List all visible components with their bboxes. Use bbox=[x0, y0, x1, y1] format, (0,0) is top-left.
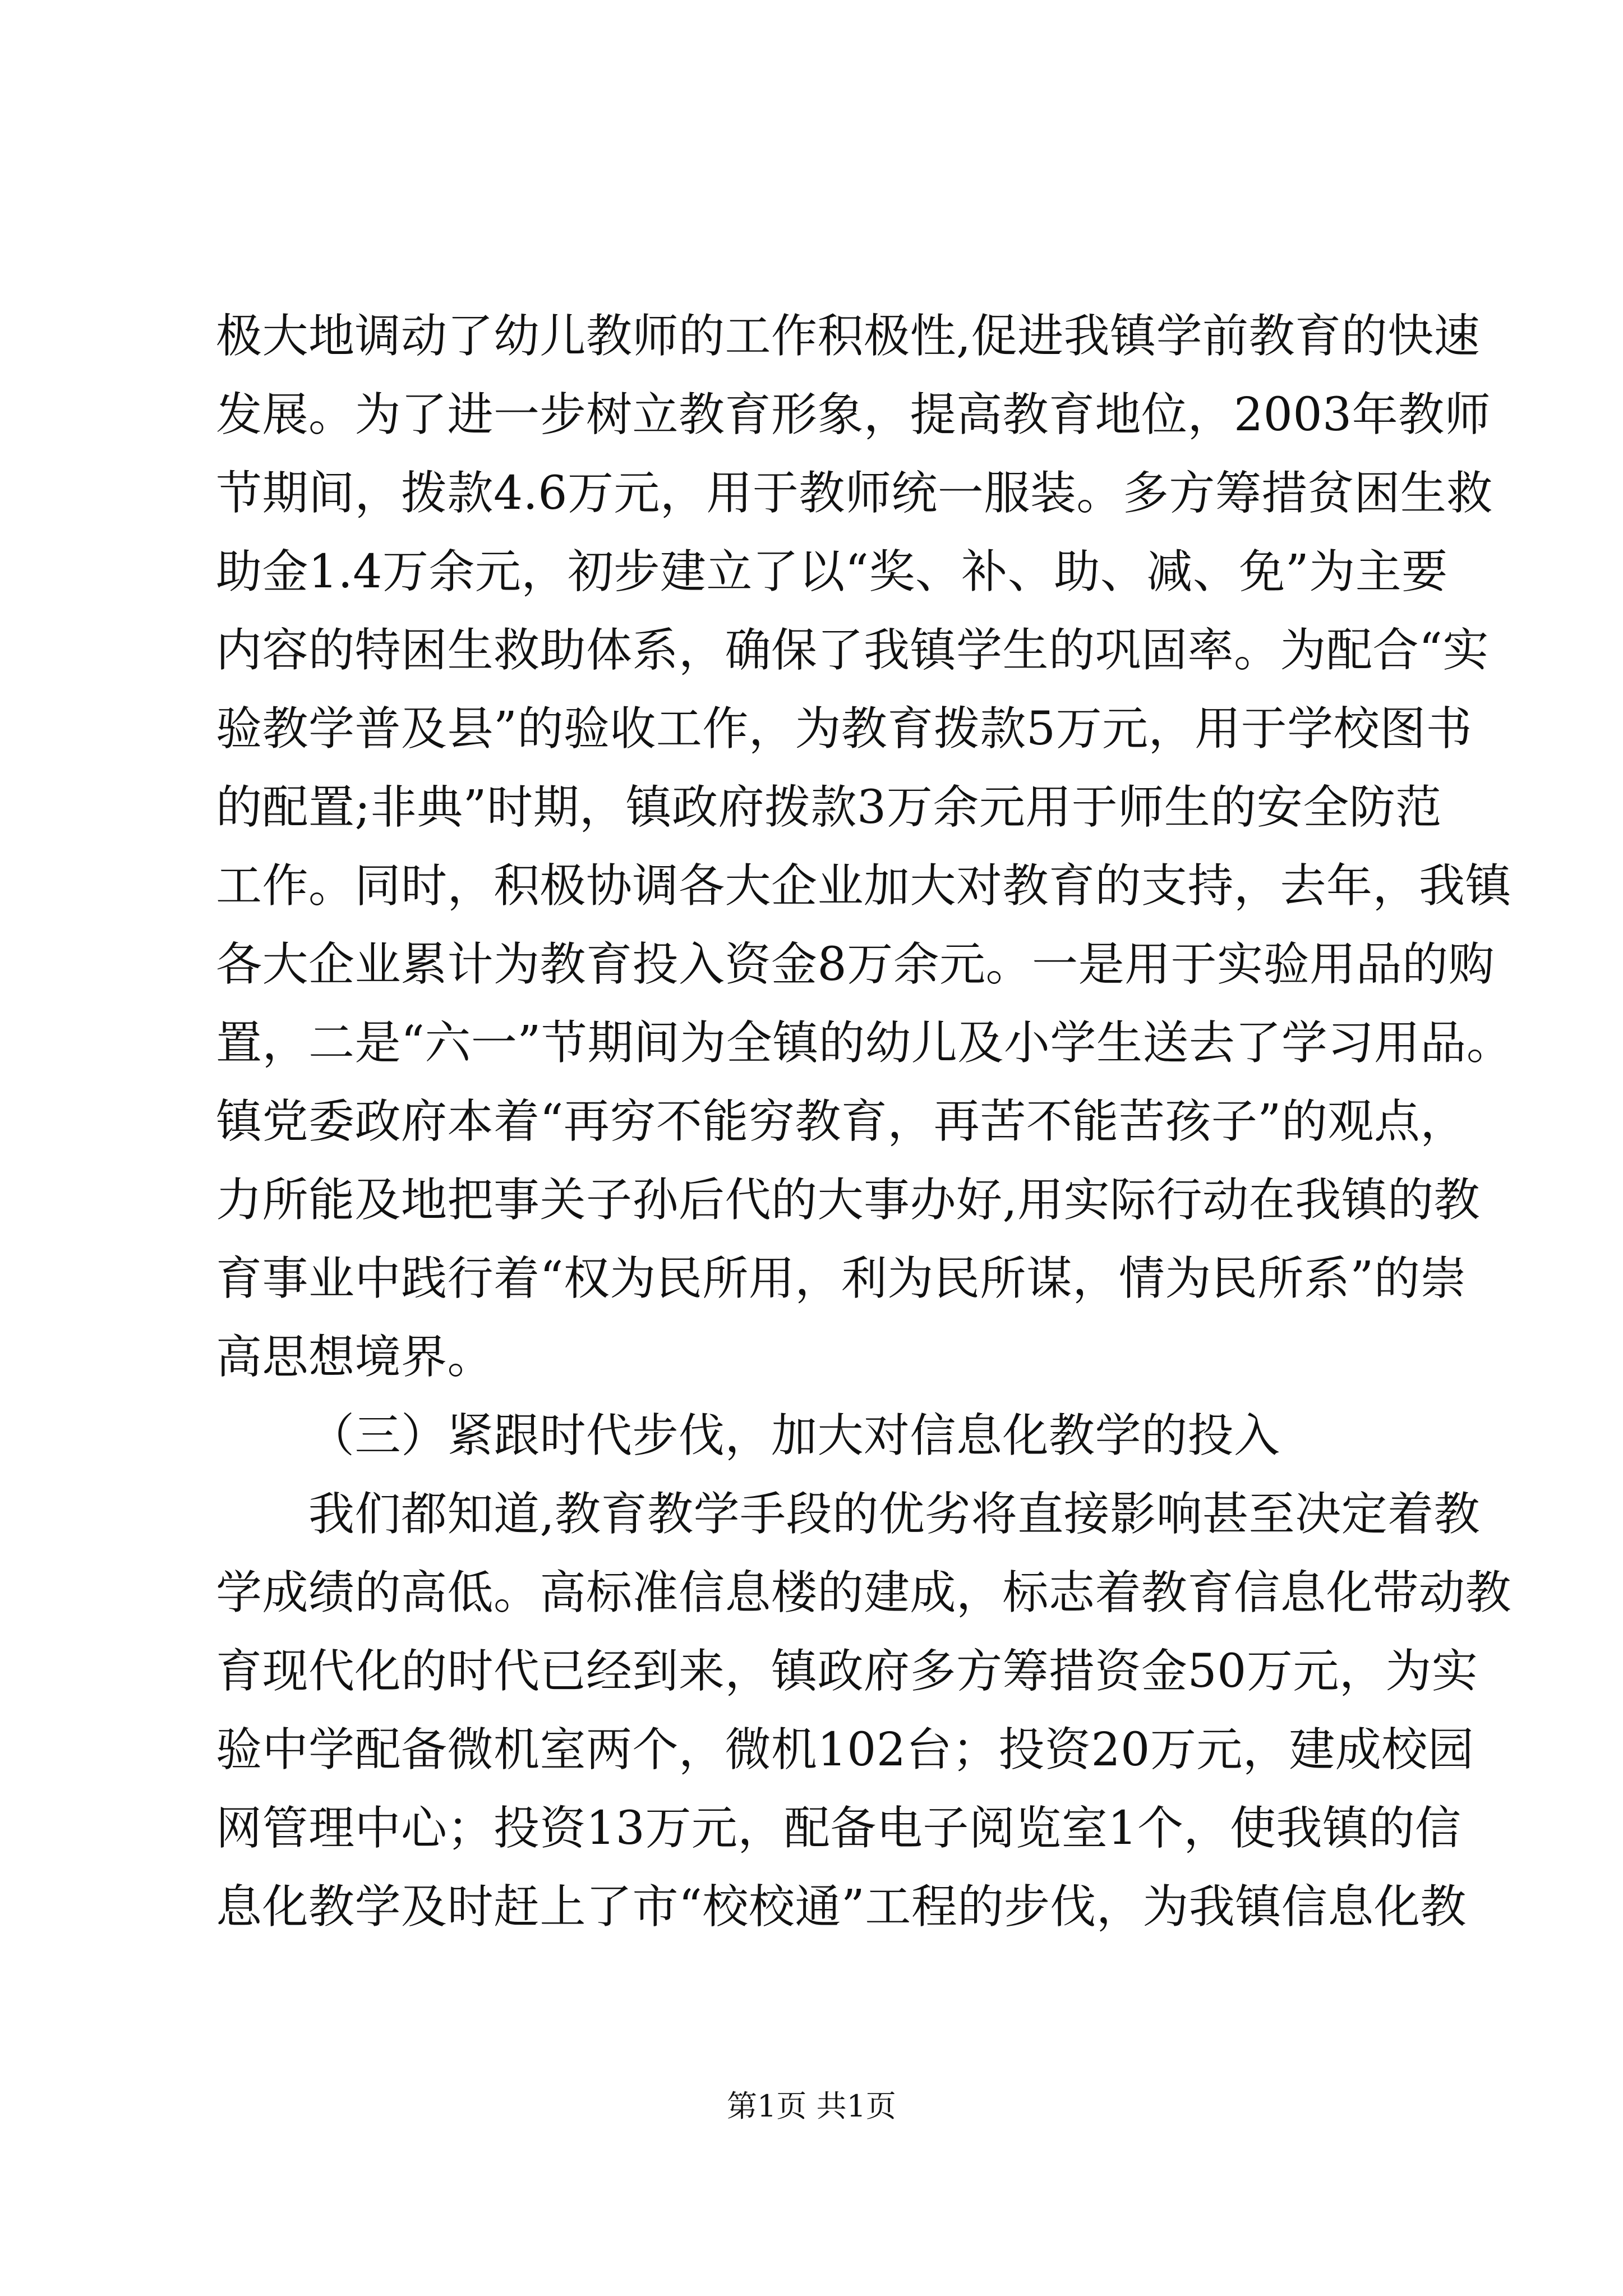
text-line: 镇党委政府本着“再穷不能穷教育，再苦不能苦孩子”的观点， bbox=[216, 1095, 1467, 1148]
text-line: 网管理中心；投资13万元，配备电子阅览室1个，使我镇的信 bbox=[216, 1802, 1461, 1855]
page-footer: 第1页 共1页 bbox=[727, 2088, 896, 2124]
text-line: 置，二是“六一”节期间为全镇的幼儿及小学生送去了学习用品。 bbox=[216, 1016, 1513, 1070]
text-line: 助金1.4万余元，初步建立了以“奖、补、助、减、免”为主要 bbox=[216, 545, 1448, 599]
text-line: 极大地调动了幼儿教师的工作积极性,促进我镇学前教育的快速 bbox=[216, 310, 1481, 363]
text-line: 发展。为了进一步树立教育形象，提高教育地位，2003年教师 bbox=[216, 388, 1491, 441]
text-line: 我们都知道,教育教学手段的优劣将直接影响甚至决定着教 bbox=[308, 1488, 1481, 1541]
text-line: 学成绩的高低。高标准信息楼的建成，标志着教育信息化带动教 bbox=[216, 1566, 1512, 1619]
section-heading: （三）紧跟时代步伐，加大对信息化教学的投入 bbox=[308, 1409, 1280, 1462]
text-line: 高思想境界。 bbox=[216, 1331, 494, 1384]
text-line: 节期间，拨款4.6万元，用于教师统一服装。多方筹措贫困生救 bbox=[216, 467, 1493, 520]
text-line: 力所能及地把事关子孙后代的大事办好,用实际行动在我镇的教 bbox=[216, 1174, 1481, 1227]
text-line: 息化教学及时赶上了市“校校通”工程的步伐，为我镇信息化教 bbox=[216, 1880, 1467, 1934]
text-line: 验教学普及县”的验收工作，为教育拨款5万元，用于学校图书 bbox=[216, 702, 1473, 756]
text-line: 育事业中践行着“权为民所用，利为民所谋，情为民所系”的崇 bbox=[216, 1252, 1467, 1305]
document-body bbox=[216, 297, 1513, 1947]
text-line: 育现代化的时代已经到来，镇政府多方筹措资金50万元，为实 bbox=[216, 1645, 1478, 1698]
text-line: 各大企业累计为教育投入资金8万余元。一是用于实验用品的购 bbox=[216, 938, 1495, 991]
text-line: 的配置;非典”时期，镇政府拨款3万余元用于师生的安全防范 bbox=[216, 781, 1442, 834]
text-line: 内容的特困生救助体系，确保了我镇学生的巩固率。为配合“实 bbox=[216, 624, 1489, 677]
text-line: 验中学配备微机室两个，微机102台；投资20万元，建成校园 bbox=[216, 1723, 1474, 1777]
text-line: 工作。同时，积极协调各大企业加大对教育的支持，去年，我镇 bbox=[216, 859, 1512, 913]
